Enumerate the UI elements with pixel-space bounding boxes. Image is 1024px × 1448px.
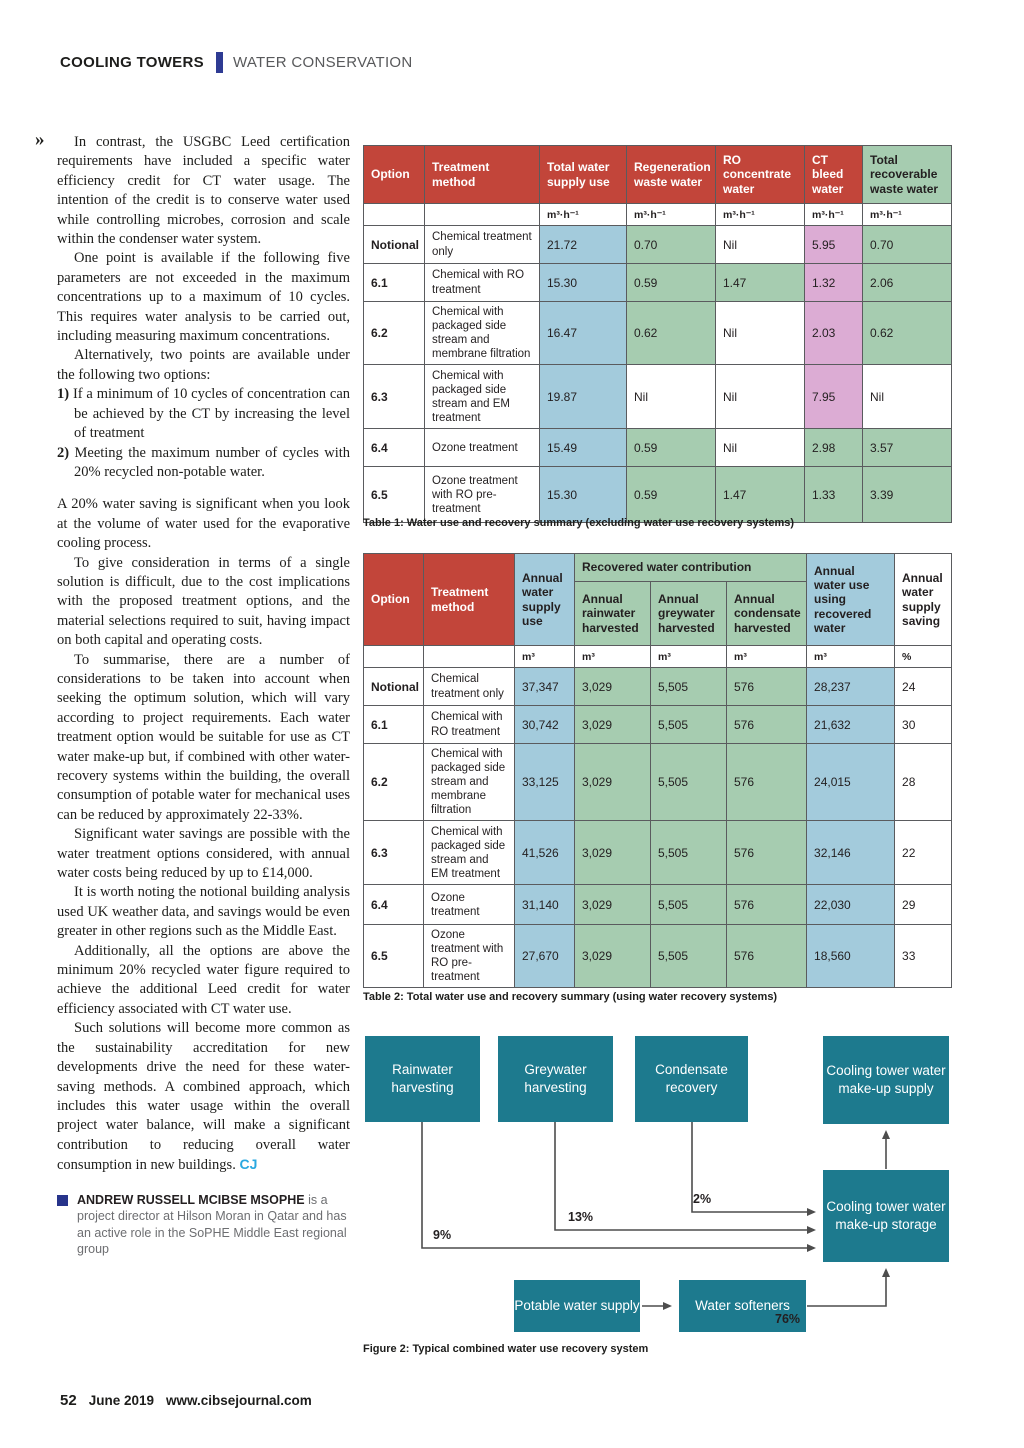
table1-caption: Table 1: Water use and recovery summary (excluding water use recovery systems) [363,517,795,529]
value-cell: 3,029 [575,885,651,925]
figure2-caption: Figure 2: Typical combined water use recovery system [363,1343,649,1355]
column-header: Option [364,146,425,204]
value-cell: 2.98 [805,429,863,467]
value-cell: 5.95 [805,226,863,264]
unit-cell: m³ [575,646,651,668]
value-cell: 3,029 [575,668,651,706]
value-cell: 1.47 [716,467,805,523]
greywater-flow-arrow [555,1122,814,1230]
method-cell: Chemical with packaged side stream and membrane filtration [425,302,540,365]
value-cell: 24 [895,668,952,706]
value-cell: 576 [727,668,807,706]
potable-percentage: 76% [775,1312,801,1326]
issue-date: June 2019 [88,1393,154,1408]
cj-end-mark: CJ [239,1156,258,1173]
value-cell: 5,505 [651,744,727,821]
option-cell: 6.5 [364,925,424,988]
unit-cell: m³·h⁻¹ [863,204,952,226]
table-row [364,467,952,523]
condensate-percentage: 2% [693,1192,712,1206]
value-cell: 29 [895,885,952,925]
value-cell: 0.70 [863,226,952,264]
value-cell: 0.59 [627,264,716,302]
value-cell: 15.30 [540,467,627,523]
column-header: Treatment method [425,146,540,204]
method-cell: Chemical treatment only [425,226,540,264]
section-title: COOLING TOWERS [60,54,204,71]
author-bio: is a project director at Hilson Moran in Qatar and has an active role in the SoPHE Middle East regional group [77,1192,347,1257]
unit-cell: m³·h⁻¹ [627,204,716,226]
value-cell: 3,029 [575,744,651,821]
makeup-storage-label: Cooling tower water make-up storage [826,1199,946,1232]
paragraph-4: A 20% water saving is significant when you look at the volume of water used for the evaporative cooling process. [57,496,350,552]
greywater-percentage: 13% [568,1210,594,1224]
method-cell: Chemical with packaged side stream and membrane filtration [424,744,515,821]
unit-cell: m³ [651,646,727,668]
table-row [364,226,952,264]
table-row [364,925,952,988]
value-cell: 3,029 [575,821,651,885]
potable-supply-label: Potable water supply [514,1298,640,1314]
list-text-1: If a minimum of 10 cycles of concentration can be achieved by the CT by increasing the level of treatment [72,386,351,442]
column-header: Regeneration waste water [627,146,716,204]
unit-cell: m³ [807,646,895,668]
method-cell: Chemical with RO treatment [424,706,515,744]
table-row [364,706,952,744]
unit-cell: m³·h⁻¹ [716,204,805,226]
page-number: 52 [60,1392,77,1409]
value-cell: 33,125 [515,744,575,821]
value-cell: 30,742 [515,706,575,744]
paragraph-6: To summarise, there are a number of considerations to be taken into account when seeking the optimum solution, which will vary according to project requirements. Each water treatment option would be suitable for use as CT water make-up but, if combined with other water-recovery systems within the building, the overall consumption of potable water for mechanical uses can be reduced by approximately 22-33%. [57,651,350,823]
method-cell: Chemical with packaged side stream and EM treatment [424,821,515,885]
value-cell: 16.47 [540,302,627,365]
value-cell: 21.72 [540,226,627,264]
value-cell: 0.70 [627,226,716,264]
column-header: CT bleed water [805,146,863,204]
value-cell: 33 [895,925,952,988]
list-item-1 [57,385,350,443]
value-cell: 41,526 [515,821,575,885]
value-cell: Nil [716,365,805,429]
paragraph-7: Significant water savings are possible with the water treatment options considered, with annual water costs being reduced by up to £14,000. [57,826,350,882]
unit-cell: m³·h⁻¹ [805,204,863,226]
unit-cell: % [895,646,952,668]
paragraph-8: It is worth noting the notional building analysis used UK weather data, and savings would be even greater in other regions such as the Middle East. [57,884,350,940]
table-row [364,885,952,925]
unit-cell: m³·h⁻¹ [540,204,627,226]
table2-annual-water-use [363,553,952,988]
article-body [35,129,351,1258]
value-cell: 19.87 [540,365,627,429]
value-cell: 3.39 [863,467,952,523]
value-cell: 31,140 [515,885,575,925]
unit-cell [425,204,540,226]
table-row [364,365,952,429]
value-cell: 3,029 [575,925,651,988]
table2-caption: Table 2: Total water use and recovery summary (using water recovery systems) [363,991,778,1003]
value-cell: 30 [895,706,952,744]
condensate-recovery-label: Condensate recovery [655,1062,728,1095]
method-cell: Ozone treatment with RO pre-treatment [425,467,540,523]
unit-cell [424,646,515,668]
list-item-2 [57,444,350,483]
list-number-1: 1) [57,386,70,403]
water-softeners-label: Water softeners [695,1298,790,1314]
value-cell: 37,347 [515,668,575,706]
value-cell: 2.06 [863,264,952,302]
table-row [364,264,952,302]
method-cell: Ozone treatment with RO pre-treatment [424,925,515,988]
value-cell: 18,560 [807,925,895,988]
value-cell: 576 [727,885,807,925]
option-cell: 6.3 [364,365,425,429]
page-header [60,52,413,73]
column-header: Annual water use using recovered water [807,554,895,646]
paragraph-10 [57,1019,350,1175]
method-cell: Chemical with RO treatment [425,264,540,302]
value-cell: 576 [727,925,807,988]
value-cell: 576 [727,706,807,744]
unit-cell: m³ [515,646,575,668]
table-row [364,302,952,365]
value-cell: 15.49 [540,429,627,467]
value-cell: 576 [727,744,807,821]
value-cell: 576 [727,821,807,885]
value-cell: 21,632 [807,706,895,744]
paragraph-2: One point is available if the following five parameters are not exceeded in the maximum concentrations up to a maximum of 10 cycles. This requires water analysis to be carried out, including measuring maximum concentrations. [57,250,350,345]
makeup-supply-label: Cooling tower water make-up supply [826,1063,946,1096]
header-divider-bar [216,52,223,73]
value-cell: 7.95 [805,365,863,429]
value-cell: 0.59 [627,467,716,523]
value-cell: Nil [627,365,716,429]
continuation-glyph: » [35,129,45,150]
units-row [364,204,952,226]
table1-water-use [363,145,952,523]
condensate-recovery-box [635,1036,748,1122]
author-name: ANDREW RUSSELL MCIBSE MSOPHE [77,1192,305,1207]
table-row [364,429,952,467]
value-cell: 2.03 [805,302,863,365]
units-row [364,646,952,668]
value-cell: Nil [863,365,952,429]
value-cell: 0.62 [627,302,716,365]
column-header: Annual rainwater harvested [575,582,651,646]
greywater-harvesting-box [498,1036,613,1122]
makeup-storage-box [823,1170,949,1262]
method-cell: Chemical treatment only [424,668,515,706]
paragraph-10-text: Such solutions will become more common as the sustainability accreditation for new developments drive the need for these water-saving methods. A combined approach, which includes this water usage within the overall project water balance, will make a significant contribution to reducing overall water consumption in new buildings. [57,1020,350,1174]
value-cell: Nil [716,226,805,264]
option-cell: 6.5 [364,467,425,523]
table-row [364,668,952,706]
column-header: Total recoverable waste water [863,146,952,204]
value-cell: 15.30 [540,264,627,302]
option-cell: Notional [364,668,424,706]
value-cell: 22 [895,821,952,885]
column-header: Annual greywater harvested [651,582,727,646]
column-header: Treatment method [424,554,515,646]
method-cell: Ozone treatment [425,429,540,467]
value-cell: 1.32 [805,264,863,302]
group-column-header: Recovered water contribution [575,554,807,582]
rainwater-percentage: 9% [433,1228,452,1242]
makeup-supply-box [823,1036,949,1124]
paragraph-5: To give consideration in terms of a single solution is difficult, due to the cost implications with the proposed treatment options, and the material selections required to suit, having impact on both capital and operating costs. [57,554,350,649]
option-cell: 6.1 [364,706,424,744]
value-cell: 32,146 [807,821,895,885]
value-cell: 22,030 [807,885,895,925]
paragraph-9: Additionally, all the options are above the minimum 20% recycled water figure required to achieve the additional Leed credit for water efficiency associated with CT water use. [57,942,350,1017]
value-cell: 1.47 [716,264,805,302]
topic-title: WATER CONSERVATION [232,54,413,71]
page-footer [60,1392,312,1409]
option-cell: 6.1 [364,264,425,302]
rainwater-harvesting-label: Rainwater harvesting [391,1062,454,1095]
list-text-2: Meeting the maximum number of cycles with 20% recycled non-potable water. [74,444,351,480]
table-row [364,821,952,885]
softeners-to-storage-arrow [807,1270,886,1306]
paragraph-1: In contrast, the USGBC Leed certification requirements have included a specific water efficiency credit for CT water usage. The intention of the credit is to conserve water used while controlling microbes, corrosion and scale within the condenser water system. [57,134,350,248]
figure2-diagram [363,1030,951,1342]
column-header: RO concentrate water [716,146,805,204]
option-cell: 6.4 [364,429,425,467]
option-cell: 6.2 [364,744,424,821]
value-cell: 3,029 [575,706,651,744]
value-cell: Nil [716,429,805,467]
value-cell: 28,237 [807,668,895,706]
method-cell: Chemical with packaged side stream and EM treatment [425,365,540,429]
unit-cell [364,646,424,668]
option-cell: 6.2 [364,302,425,365]
value-cell: 28 [895,744,952,821]
table-row [364,744,952,821]
value-cell: 5,505 [651,885,727,925]
column-header: Annual water supply use [515,554,575,646]
value-cell: Nil [716,302,805,365]
option-cell: 6.4 [364,885,424,925]
unit-cell [364,204,425,226]
potable-supply-box [514,1280,640,1332]
column-header: Option [364,554,424,646]
value-cell: 27,670 [515,925,575,988]
column-header: Annual condensate harvested [727,582,807,646]
value-cell: 24,015 [807,744,895,821]
option-cell: Notional [364,226,425,264]
value-cell: 5,505 [651,925,727,988]
paragraph-3: Alternatively, two points are available under the following two options: [57,347,350,383]
column-header: Annual water supply saving [895,554,952,646]
rainwater-flow-arrow [422,1122,814,1248]
value-cell: 5,505 [651,668,727,706]
value-cell: 0.62 [863,302,952,365]
value-cell: 5,505 [651,821,727,885]
value-cell: 5,505 [651,706,727,744]
author-bullet-square [57,1195,68,1206]
website-url: www.cibsejournal.com [165,1393,312,1408]
option-cell: 6.3 [364,821,424,885]
rainwater-harvesting-box [365,1036,480,1122]
author-note [57,1192,350,1258]
column-header: Total water supply use [540,146,627,204]
table1-header-row [364,146,952,204]
greywater-harvesting-label: Greywater harvesting [524,1062,587,1095]
method-cell: Ozone treatment [424,885,515,925]
unit-cell: m³ [727,646,807,668]
value-cell: 0.59 [627,429,716,467]
value-cell: 3.57 [863,429,952,467]
table2-header-row-1 [364,554,952,582]
value-cell: 1.33 [805,467,863,523]
list-number-2: 2) [57,444,70,461]
